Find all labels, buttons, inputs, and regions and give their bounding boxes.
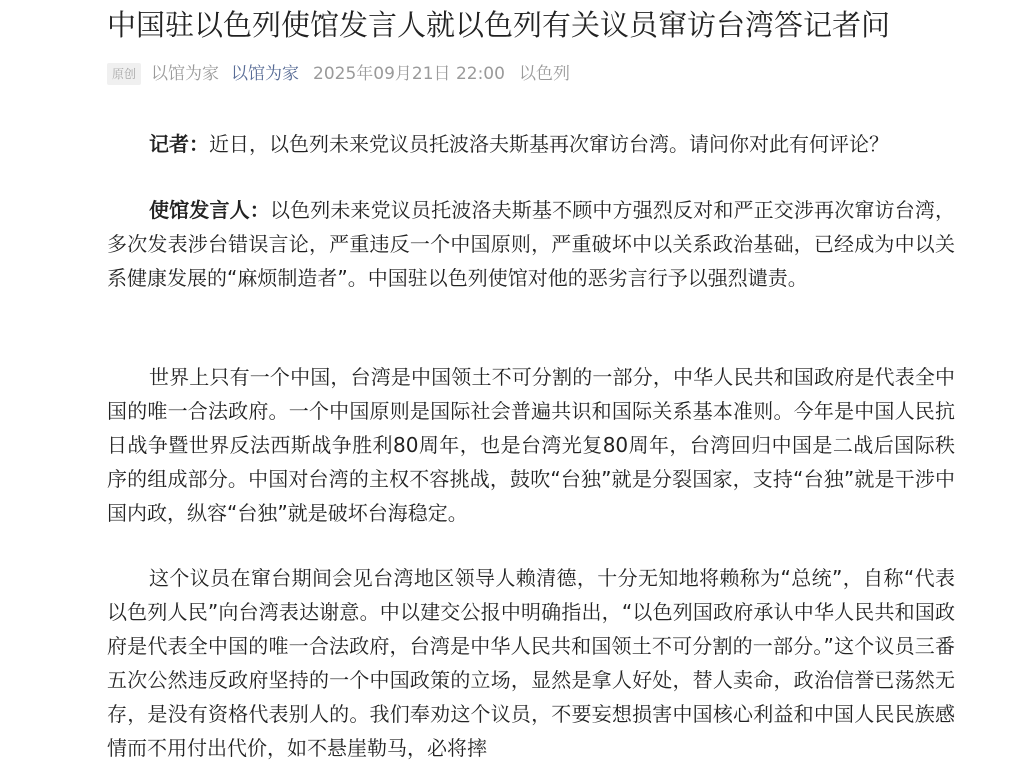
paragraph-text: 世界上只有一个中国，台湾是中国领土不可分割的一部分，中华人民共和国政府是代表全中国的唯一合法政府。一个中国原则是国际社会普遍共识和国际关系基本准则。今年是中国人民抗日战争暨世界反法西斯战争胜利80周年，也是台湾光复80周年，台湾回归中国是二战后国际秩序的组成部分。中国对台湾的主权不容挑战，鼓吹“台独”就是分裂国家，支持“台独”就是干涉中国内政，纵容“台独”就是破坏台海稳定。: [107, 365, 955, 525]
publish-location: 以色列: [518, 64, 570, 84]
paragraph-reporter-question: [107, 127, 955, 161]
account-link[interactable]: 以馆为家: [231, 64, 300, 84]
article-meta: [107, 61, 570, 87]
author-name: 以馆为家: [151, 64, 220, 84]
paragraph-text: 近日，以色列未来党议员托波洛夫斯基再次窜访台湾。请问你对此有何评论？: [209, 132, 889, 156]
speaker-label: 记者：: [149, 132, 209, 156]
article-title: 中国驻以色列使馆发言人就以色列有关议员窜访台湾答记者问: [107, 8, 891, 42]
paragraph-one-china: [107, 360, 955, 530]
paragraph-spokesperson-answer: [107, 193, 955, 295]
paragraph-text: 这个议员在窜台期间会见台湾地区领导人赖清德，十分无知地将赖称为“总统”，自称“代表以色列人民”向台湾表达谢意。中以建交公报中明确指出，“以色列国政府承认中华人民共和国政府是代表全中国的唯一合法政府，台湾是中华人民共和国领土不可分割的一部分。”这个议员三番五次公然违反政府坚持的一个中国政策的立场，显然是拿人好处，替人卖命，政治信誉已荡然无存，是没有资格代表别人的。我们奉劝这个议员，不要妄想损害中国核心利益和中国人民民族感情而不用付出代价，如不悬崖勒马，必将摔: [107, 566, 955, 760]
paragraph-lawmaker-visit: [107, 561, 955, 765]
paragraph-text: 以色列未来党议员托波洛夫斯基不顾中方强烈反对和严正交涉再次窜访台湾，多次发表涉台错误言论，严重违反一个中国原则，严重破坏中以关系政治基础，已经成为中以关系健康发展的“麻烦制造者”。中国驻以色列使馆对他的恶劣言行予以强烈谴责。: [107, 198, 956, 290]
speaker-label: 使馆发言人：: [149, 198, 270, 222]
original-badge: 原创: [107, 63, 141, 85]
publish-date: 2025年09月21日 22:00: [313, 64, 505, 84]
